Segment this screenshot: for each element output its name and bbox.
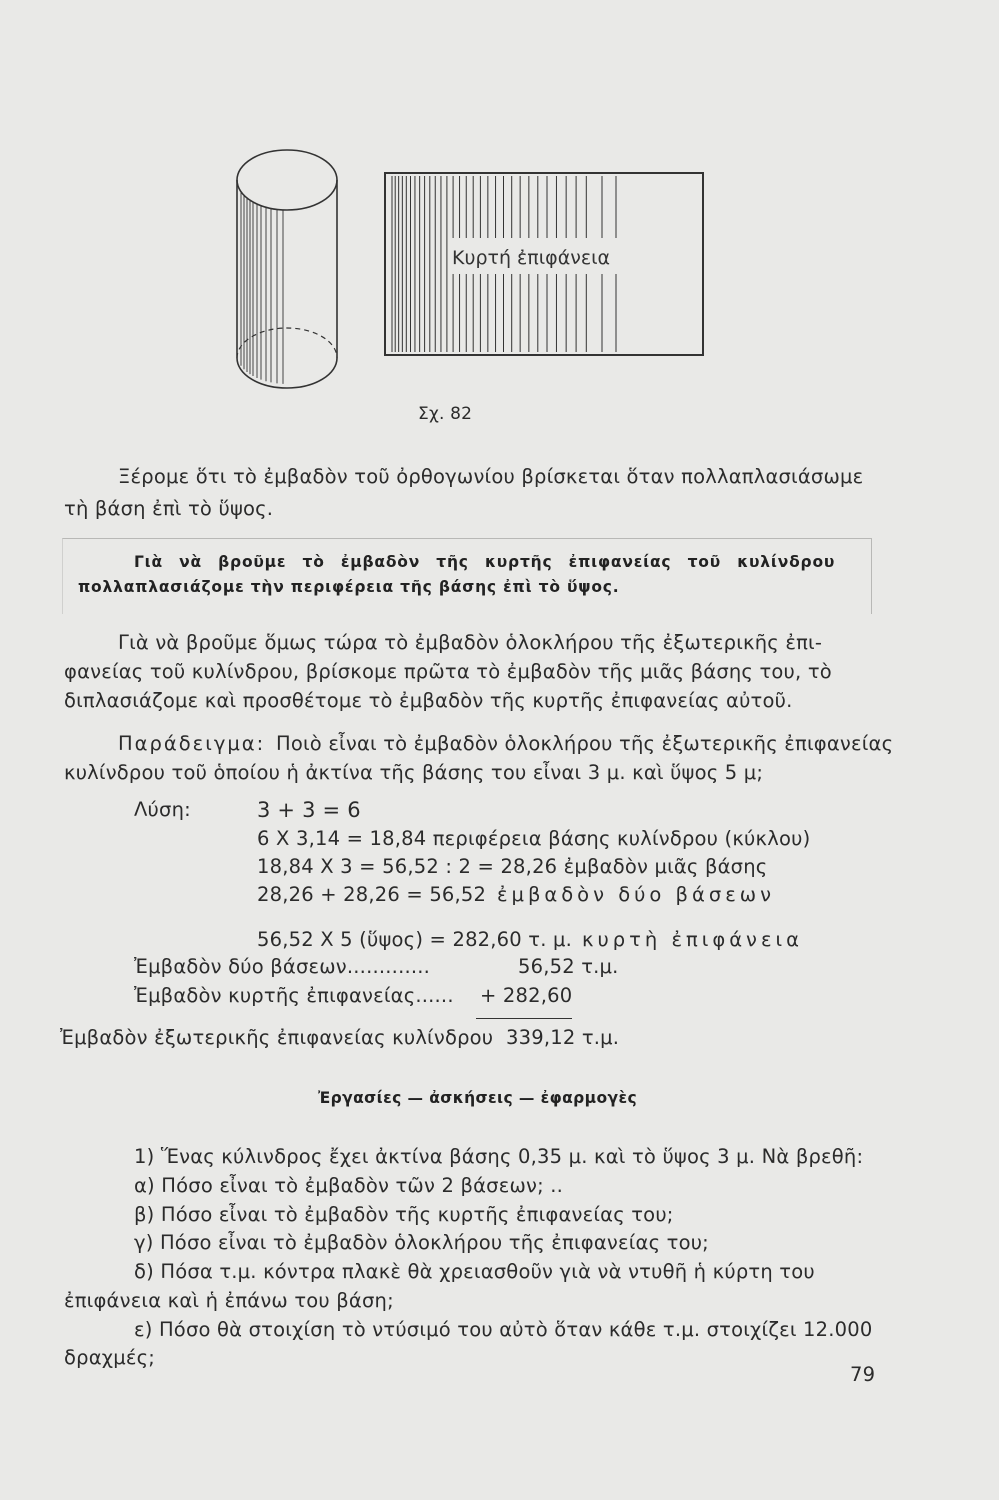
figure-label: Κυρτή ἐπιφάνεια: [452, 247, 611, 269]
exercise-1d-line-2: ἐπιφάνεια καὶ ἡ ἐπάνω του βάση;: [64, 1289, 394, 1312]
exercise-1d-line-1: δ) Πόσα τ.μ. κόντρα πλακὲ θὰ χρειασθοῦν γιὰ νὰ ντυθῆ ἡ κύρτη του: [134, 1260, 815, 1283]
exercise-1: 1) Ἕνας κύλινδρος ἔχει ἀκτίνα βάσης 0,35 μ. καὶ τὸ ὕψος 3 μ. Νὰ βρεθῆ:: [134, 1145, 864, 1168]
solution-step-2: 6 Χ 3,14 = 18,84 περιφέρεια βάσης κυλίνδρου (κύκλου): [257, 827, 811, 850]
example-line-2: κυλίνδρου τοῦ ὁποίου ἡ ἀκτίνα τῆς βάσης του εἶναι 3 μ. καὶ ὕψος 5 μ;: [64, 761, 764, 784]
summary-curved-label: Ἐμβαδὸν κυρτῆς ἐπιφανείας......: [134, 984, 454, 1007]
solution-step-4: 28,26 + 28,26 = 56,52: [257, 883, 487, 906]
solution-step-3: 18,84 Χ 3 = 56,52 : 2 = 28,26 ἐμβαδὸν μιᾶς βάσης: [257, 855, 768, 878]
intro-line-2: τὴ βάση ἐπὶ τὸ ὕψος.: [64, 497, 274, 520]
example-line-1: Ποιὸ εἶναι τὸ ἐμβαδὸν ὁλοκλήρου τῆς ἐξωτερικῆς ἐπιφανείας: [276, 732, 894, 755]
total-label: Ἐμβαδὸν ἐξωτερικῆς ἐπιφανείας κυλίνδρου: [60, 1026, 494, 1049]
figure-cylinder-and-rectangle: [230, 130, 720, 390]
sum-line: [476, 1018, 572, 1019]
solution-step-4-note: ἐμβαδὸν δύο βάσεων: [497, 883, 775, 906]
exercises-heading: Ἐργασίες — ἀσκήσεις — ἐφαρμογὲς: [318, 1089, 638, 1107]
paragraph-line-1: Γιὰ νὰ βροῦμε ὅμως τώρα τὸ ἐμβαδὸν ὁλοκλήρου τῆς ἐξωτερικῆς ἐπι-: [118, 631, 823, 654]
rule-line-1: Γιὰ νὰ βροῦμε τὸ ἐμβαδὸν τῆς κυρτῆς ἐπιφανείας τοῦ κυλίνδρου: [134, 553, 836, 571]
exercise-1a: α) Πόσο εἶναι τὸ ἐμβαδὸν τῶν 2 βάσεων; ..: [134, 1174, 564, 1197]
exercise-1b: β) Πόσο εἶναι τὸ ἐμβαδὸν τῆς κυρτῆς ἐπιφανείας του;: [134, 1203, 674, 1226]
summary-bases-value: 56,52 τ.μ.: [518, 955, 619, 978]
summary-curved-value: + 282,60: [480, 984, 573, 1007]
summary-bases-label: Ἐμβαδὸν δύο βάσεων.............: [134, 955, 431, 978]
paragraph-line-3: διπλασιάζομε καὶ προσθέτομε τὸ ἐμβαδὸν τῆς κυρτῆς ἐπιφανείας αὐτοῦ.: [64, 689, 793, 712]
rule-box: [62, 538, 872, 614]
total-value: 339,12 τ.μ.: [506, 1026, 620, 1049]
exercise-1e-line-1: ε) Πόσο θὰ στοιχίση τὸ ντύσιμό του αὐτὸ ὅταν κάθε τ.μ. στοιχίζει 12.000: [134, 1318, 873, 1341]
solution-step-1: 3 + 3 = 6: [257, 798, 361, 822]
example-label: Παράδειγμα:: [118, 732, 266, 755]
solution-label: Λύση:: [134, 798, 191, 821]
exercise-1c: γ) Πόσο εἶναι τὸ ἐμβαδὸν ὁλοκλήρου τῆς ἐπιφανείας του;: [134, 1231, 709, 1254]
rule-line-2: πολλαπλασιάζομε τὴν περιφέρεια τῆς βάσης ἐπὶ τὸ ὕψος.: [78, 578, 620, 596]
cylinder-drawing: [237, 150, 337, 388]
solution-step-5: 56,52 Χ 5 (ὕψος) = 282,60 τ. μ.: [257, 928, 573, 951]
paragraph-line-2: φανείας τοῦ κυλίνδρου, βρίσκομε πρῶτα τὸ ἐμβαδὸν τῆς μιᾶς βάσης του, τὸ: [64, 660, 832, 683]
solution-step-5-note: κυρτὴ ἐπιφάνεια: [582, 928, 803, 951]
exercise-1e-line-2: δραχμές;: [64, 1346, 155, 1369]
figure-caption: Σχ. 82: [418, 404, 473, 424]
page-number: 79: [850, 1363, 876, 1386]
intro-line-1: Ξέρομε ὅτι τὸ ἐμβαδὸν τοῦ ὀρθογωνίου βρίσκεται ὅταν πολλαπλασιάσωμε: [118, 465, 864, 488]
